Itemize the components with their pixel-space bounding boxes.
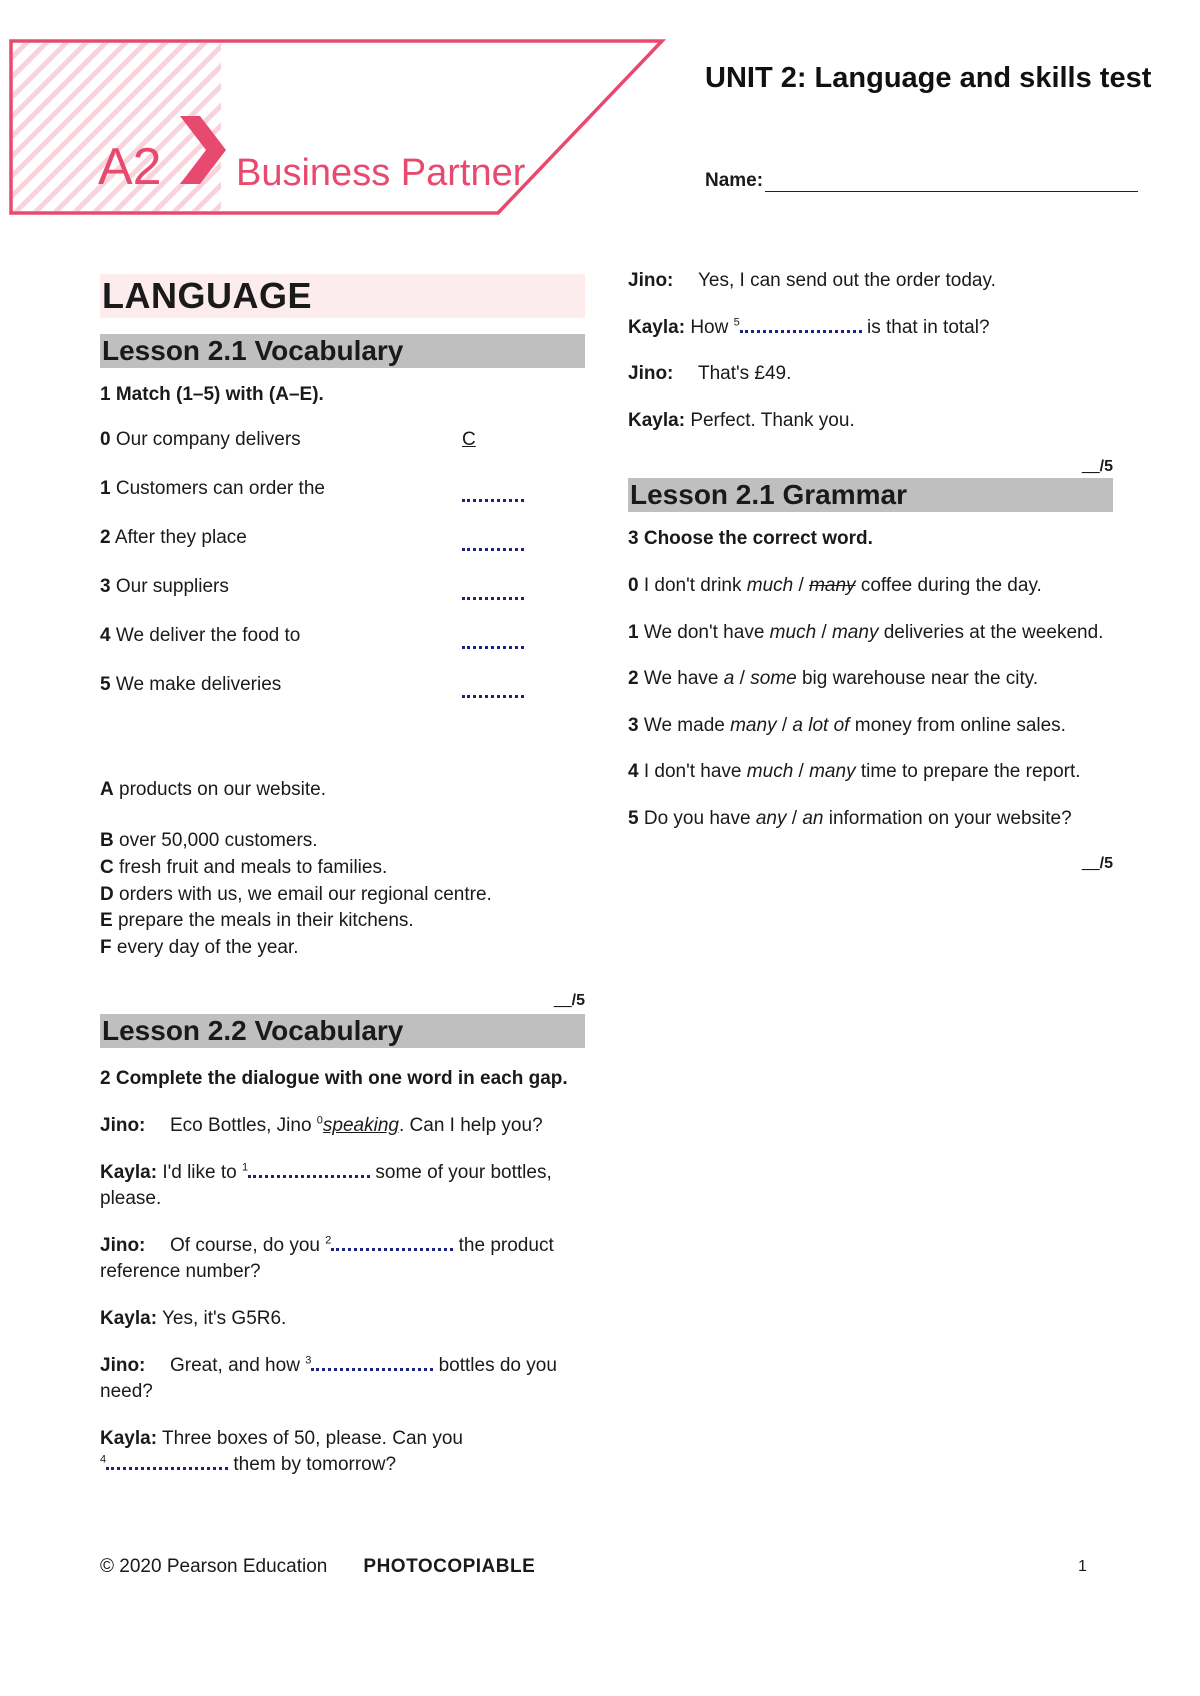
logo-level: A2 — [98, 138, 162, 196]
word-choice[interactable]: any — [755, 807, 787, 829]
answer-blank-2[interactable] — [462, 534, 524, 551]
dialogue-line: Kayla: I'd like to $^1$ some of your bottles, please. — [100, 1161, 552, 1210]
score-box[interactable]: __/5 — [1081, 854, 1113, 872]
gap-blank-5[interactable] — [740, 316, 862, 333]
unit-title: UNIT 2: Language and skills test — [705, 62, 1152, 94]
gap-blank-2[interactable] — [331, 1234, 453, 1251]
word-choice[interactable]: many — [730, 714, 777, 736]
word-choice[interactable]: many — [809, 761, 856, 783]
lesson-2-2-vocabulary-heading: Lesson 2.2 Vocabulary — [100, 1014, 585, 1048]
page-number: 1 — [1078, 1558, 1087, 1575]
dialogue-line: Jino: That's £49. — [628, 363, 792, 385]
example-answer: C — [462, 428, 476, 450]
word-choice[interactable]: a lot of — [792, 714, 850, 736]
match-row: 2 After they place — [100, 525, 585, 574]
list-item: A products on our website. — [100, 778, 327, 800]
match-options — [100, 777, 585, 963]
gap-blank-1[interactable] — [248, 1161, 370, 1178]
dialogue-line: Kayla: Yes, it's G5R6. — [100, 1307, 287, 1329]
lesson-2-1-grammar-heading: Lesson 2.1 Grammar — [628, 478, 1113, 512]
dialogue-line: Kayla: Perfect. Thank you. — [628, 409, 855, 431]
answer-blank-3[interactable] — [462, 583, 524, 600]
match-row: 4 We deliver the food to — [100, 623, 585, 672]
word-choice[interactable]: a — [723, 668, 735, 690]
copyright: © 2020 Pearson Education — [100, 1556, 328, 1577]
gap-blank-3[interactable] — [311, 1354, 433, 1371]
lesson-2-1-vocabulary-heading: Lesson 2.1 Vocabulary — [100, 334, 585, 368]
dialogue-line: Jino: Great, and how $^3$ bottles do you need? — [100, 1354, 557, 1403]
score-box[interactable]: __/5 — [1081, 458, 1113, 476]
name-field[interactable] — [705, 170, 1138, 192]
photocopiable-label: PHOTOCOPIABLE — [363, 1556, 536, 1577]
footer — [100, 1556, 535, 1578]
grammar-item-1: 1 We don't have much / many deliveries at the weekend. — [628, 621, 1104, 643]
example-answer: speaking — [322, 1115, 399, 1136]
answer-blank-5[interactable] — [462, 681, 524, 698]
answer-blank-1[interactable] — [462, 485, 524, 502]
exercise-2-instruction: 2 Complete the dialogue with one word in each gap. — [100, 1068, 568, 1090]
name-line[interactable] — [765, 173, 1138, 192]
dialogue-line: Kayla: How $^5$ is that in total? — [628, 316, 990, 338]
gap-blank-4[interactable] — [106, 1453, 228, 1470]
section-title-language: LANGUAGE — [100, 274, 585, 318]
match-row: 5 We make deliveries — [100, 672, 585, 721]
grammar-item-3: 3 We made many / a lot of money from online sales. — [628, 714, 1066, 736]
dialogue-line: Jino: Yes, I can send out the order today. — [628, 270, 996, 291]
exercise-3-instruction: 3 Choose the correct word. — [628, 528, 873, 550]
word-choice[interactable]: some — [750, 668, 797, 690]
answer-blank-4[interactable] — [462, 632, 524, 649]
word-choice[interactable]: many — [831, 621, 879, 643]
right-column — [628, 268, 1113, 873]
match-row: 3 Our suppliers — [100, 574, 585, 623]
name-label: Name: — [705, 170, 764, 191]
example-crossed-word: many — [809, 574, 856, 596]
dialogue-line: Jino: Eco Bottles, Jino $^0$speaking. Can I help you? — [100, 1114, 543, 1136]
list-item: E prepare the meals in their kitchens. — [100, 910, 414, 932]
list-item: F every day of the year. — [100, 937, 299, 959]
grammar-item-5: 5 Do you have any / an information on your website? — [628, 807, 1072, 829]
dialogue-line: Kayla: Three boxes of 50, please. Can you $^4$ them by tomorrow? — [100, 1427, 463, 1476]
left-column — [100, 274, 585, 1479]
match-row: 0 Our company delivers C — [100, 427, 585, 476]
list-item: B over 50,000 customers. — [100, 829, 318, 851]
grammar-item-4: 4 I don't have much / many time to prepare the report. — [628, 761, 1081, 783]
dialogue-line: Jino: Of course, do you $^2$ the product reference number? — [100, 1234, 554, 1283]
grammar-item-0: 0 I don't drink much / many coffee during the day. — [628, 574, 1042, 596]
logo-text: Business Partner — [236, 152, 526, 194]
word-choice[interactable]: much — [769, 621, 817, 643]
word-choice[interactable]: much — [746, 761, 794, 783]
exercise-1-instruction: 1 Match (1–5) with (A–E). — [100, 384, 324, 405]
grammar-item-2: 2 We have a / some big warehouse near the city. — [628, 668, 1039, 690]
word-choice[interactable]: an — [802, 807, 824, 829]
list-item: D orders with us, we email our regional centre. — [100, 883, 492, 905]
match-row: 1 Customers can order the — [100, 476, 585, 525]
score-box[interactable]: __/5 — [553, 992, 585, 1010]
header-banner — [8, 38, 668, 218]
list-item: C fresh fruit and meals to families. — [100, 856, 388, 878]
